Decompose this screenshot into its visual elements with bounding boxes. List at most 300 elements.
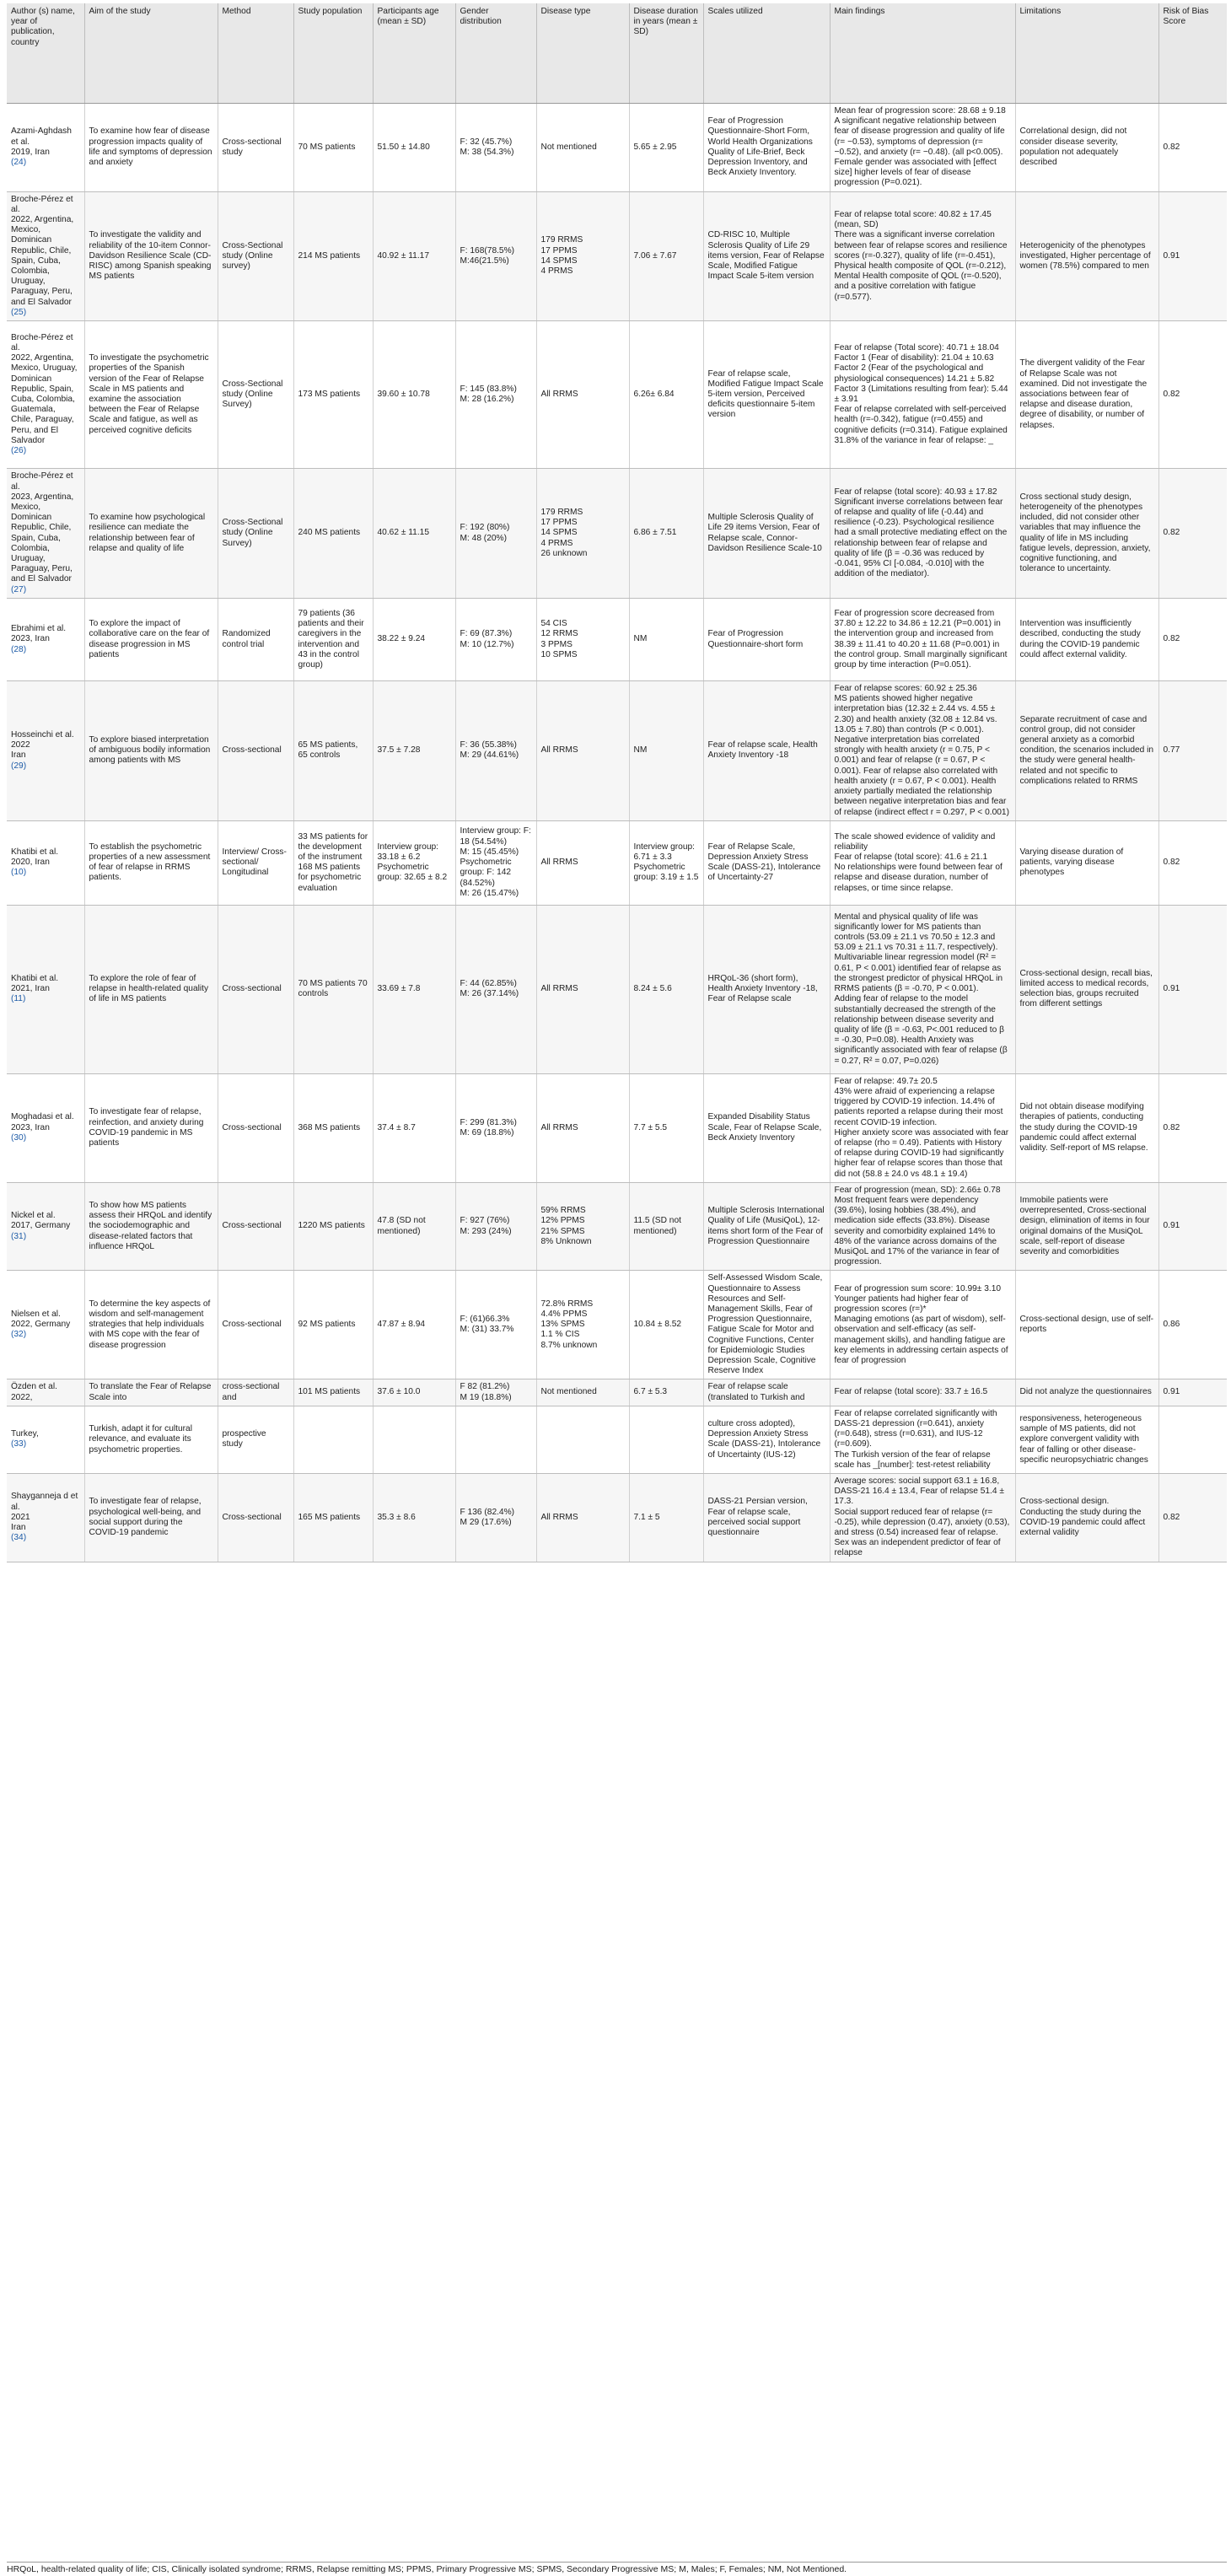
finding-line: No relationships were found between fear of relapse and disease duration, number of relapses, or time since relapse.: [834, 863, 1003, 893]
finding-line: Fear of relapse total score: 40.82 ± 17.45 (mean, SD): [834, 209, 992, 230]
cell-duration: 6.26± 6.84: [629, 321, 703, 469]
author-line: Broche-Pérez et al.: [11, 471, 73, 492]
reference-link[interactable]: (32): [11, 1330, 27, 1340]
disease-line: 14 SPMS: [540, 528, 578, 538]
cell-method: Cross-Sectional study (Online survey): [218, 191, 293, 320]
cell-scales: Fear of relapse scale (translated to Turkish and: [703, 1379, 830, 1406]
cell-author: [7, 469, 84, 599]
cell-findings: [830, 1474, 1015, 1562]
cell-population: 173 MS patients: [293, 321, 373, 469]
cell-disease-type: [536, 681, 629, 821]
cell-age: 40.92 ± 11.17: [373, 191, 455, 320]
cell-method: Cross-sectional: [218, 1271, 293, 1379]
gender-line: F: 145 (83.8%): [460, 384, 517, 394]
cell-method: Randomized control trial: [218, 599, 293, 681]
table-footnote: HRQoL, health-related quality of life; CIS, Clinically isolated syndrome; RRMS, Relapse remitting MS; PPMS, Primary Progressive MS; SPMS, Secondary Progressive MS; M, Males; F, Females; NM, Not Mentioned.: [7, 2562, 1227, 2574]
disease-line: 4.4% PPMS: [540, 1310, 588, 1320]
author-line: 2022,: [11, 1392, 33, 1402]
finding-line: The scale showed evidence of validity and reliability: [834, 831, 996, 852]
cell-aim: To investigate fear of relapse, psychological well-being, and social support during the COVID-19 pandemic: [84, 1474, 218, 1562]
finding-line: Fear of relapse scores: 60.92 ± 25.36: [834, 684, 977, 694]
cell-duration: 11.5 (SD not mentioned): [629, 1182, 703, 1271]
cell-population: 65 MS patients, 65 controls: [293, 681, 373, 821]
disease-line: 179 RRMS: [540, 508, 583, 518]
cell-limitations: Correlational design, did not consider disease severity, population not adequately described: [1015, 104, 1158, 192]
cell-gender: [455, 191, 536, 320]
header-bias-score: Risk of Bias Score: [1158, 3, 1227, 104]
finding-line: Fear of progression (mean, SD): 2.66± 0.78: [834, 1185, 1001, 1195]
cell-limitations: Did not analyze the questionnaires: [1015, 1379, 1158, 1406]
cell-scales: Multiple Sclerosis Quality of Life 29 items Version, Fear of Relapse scale, Connor-Davidson Resilience Scale-10: [703, 469, 830, 599]
cell-bias-score: 0.86: [1158, 1271, 1227, 1379]
cell-scales: culture cross adopted), Depression Anxiety Stress Scale (DASS-21), Intolerance of Uncertainty (IUS-12): [703, 1406, 830, 1473]
evidence-table: [7, 3, 1227, 1562]
cell-gender: [455, 820, 536, 905]
finding-line: Social support reduced fear of relapse (r= -0.25), while depression (0.47), anxiety (0.53), and stress (0.54) increased fear of relapse.: [834, 1507, 1010, 1538]
cell-findings: [830, 1182, 1015, 1271]
reference-link[interactable]: (10): [11, 868, 27, 878]
cell-disease-type: [536, 1379, 629, 1406]
header-age: Participants age (mean ± SD): [373, 3, 455, 104]
cell-duration: NM: [629, 599, 703, 681]
finding-line: 43% were afraid of experiencing a relapse triggered by COVID-19 infection. 14.4% of patients reported a relapse during their most recent COVID-19 infection.: [834, 1086, 1003, 1127]
disease-line: 8.7% unknown: [540, 1340, 598, 1350]
disease-line: 1.1 % CIS: [540, 1330, 580, 1340]
cell-author: [7, 104, 84, 192]
cell-scales: Fear of Relapse Scale, Depression Anxiety Stress Scale (DASS-21), Intolerance of Uncertainty-27: [703, 820, 830, 905]
gender-line: M: 15 (45.45%): [460, 847, 519, 857]
cell-findings: [830, 1271, 1015, 1379]
cell-gender: [455, 1379, 536, 1406]
cell-method: Cross-sectional: [218, 905, 293, 1073]
author-line: Turkey,: [11, 1429, 39, 1439]
cell-author: [7, 599, 84, 681]
author-line: 2022, Argentina, Mexico, Uruguay, Dominican Republic, Spain, Cuba, Colombia, Guatemala, Chile, Paraguay, Peru, and El Salvador: [11, 353, 78, 445]
cell-disease-type: [536, 905, 629, 1073]
reference-link[interactable]: (31): [11, 1231, 27, 1241]
disease-line: 21% SPMS: [540, 1226, 585, 1236]
cell-disease-type: [536, 1406, 629, 1473]
cell-aim: To explore the impact of collaborative care on the fear of disease progression in MS patients: [84, 599, 218, 681]
table-row: [7, 1406, 1227, 1473]
cell-age: 47.8 (SD not mentioned): [373, 1182, 455, 1271]
cell-bias-score: 0.82: [1158, 469, 1227, 599]
finding-line: Most frequent fears were dependency (39.6%), losing hobbies (38.4%), and medication side effects (33.8%). Disease severity and comorbidity explained 14% to 48% of the variance across domains of the MusiQoL and 17% of the variance in fear of progression.: [834, 1195, 1000, 1267]
cell-bias-score: 0.82: [1158, 1073, 1227, 1182]
disease-line: 179 RRMS: [540, 235, 583, 245]
cell-method: Cross-sectional: [218, 1182, 293, 1271]
disease-line: All RRMS: [540, 1122, 578, 1132]
cell-author: [7, 191, 84, 320]
cell-author: [7, 1182, 84, 1271]
table-row: [7, 820, 1227, 905]
finding-line: Mental and physical quality of life was significantly lower for MS patients than controls (53.09 ± 21.1 vs 70.50 ± 12.3 and 53.09 ± 21.1 vs 70.31 ± 11.7, respectively).: [834, 912, 998, 953]
cell-age: Interview group: 33.18 ± 6.2 Psychometric group: 32.65 ± 8.2: [373, 820, 455, 905]
author-line: Iran: [11, 1522, 26, 1532]
header-scales: Scales utilized: [703, 3, 830, 104]
gender-line: M: 26 (37.14%): [460, 989, 519, 999]
gender-line: M: 38 (54.3%): [460, 147, 514, 157]
cell-limitations: Heterogenicity of the phenotypes investigated, Higher percentage of women (78.5%) compared to men: [1015, 191, 1158, 320]
finding-line: Negative interpretation bias correlated strongly with health anxiety (r = 0.75, P < 0.001) and fear of relapse (r = 0.67, P < 0.001). Fear of relapse also correlated with health anxiety (r = 0.67, P < 0.001). Health anxiety partially mediated the relationship between negative interpretation bias and fear of relapse (indirect effect r = 0.297, P < 0.001): [834, 735, 1009, 817]
finding-line: Managing emotions (as part of wisdom), self-observation and self-efficacy (as self-management skills), and handling fatigue are key elements in addressing certain aspects of fear of progression: [834, 1315, 1008, 1365]
disease-line: 17 PPMS: [540, 245, 578, 255]
reference-link[interactable]: (30): [11, 1132, 27, 1143]
header-aim: Aim of the study: [84, 3, 218, 104]
table-header: [7, 3, 1227, 104]
cell-population: 214 MS patients: [293, 191, 373, 320]
gender-line: M: 28 (16.2%): [460, 395, 514, 405]
header-limitations: Limitations: [1015, 3, 1158, 104]
author-line: Nielsen et al.: [11, 1310, 61, 1320]
cell-aim: To show how MS patients assess their HRQoL and identify the sociodemographic and disease-related factors that influence HRQoL: [84, 1182, 218, 1271]
cell-method: prospective study: [218, 1406, 293, 1473]
cell-bias-score: 0.91: [1158, 1379, 1227, 1406]
disease-line: All RRMS: [540, 984, 578, 994]
cell-disease-type: [536, 469, 629, 599]
gender-line: F: 44 (62.85%): [460, 979, 517, 988]
author-line: 2019, Iran: [11, 147, 50, 157]
cell-duration: 7.7 ± 5.5: [629, 1073, 703, 1182]
cell-author: [7, 321, 84, 469]
cell-findings: [830, 104, 1015, 192]
gender-line: M 19 (18.8%): [460, 1392, 512, 1402]
cell-aim: To examine how fear of disease progression impacts quality of life and symptoms of depression and anxiety: [84, 104, 218, 192]
author-line: Ebrahimi et al.: [11, 624, 67, 634]
disease-line: 54 CIS: [540, 619, 567, 629]
reference-link[interactable]: (27): [11, 584, 27, 594]
cell-bias-score: 0.82: [1158, 1474, 1227, 1562]
author-line: 2020, Iran: [11, 858, 50, 868]
author-line: Khatibi et al.: [11, 973, 59, 983]
finding-line: Sex was an independent predictor of fear of relapse: [834, 1538, 1001, 1558]
author-line: Azami-Aghdash et al.: [11, 126, 72, 147]
cell-author: [7, 905, 84, 1073]
gender-line: M 29 (17.6%): [460, 1517, 512, 1527]
disease-line: All RRMS: [540, 389, 578, 399]
cell-method: Interview/ Cross-sectional/ Longitudinal: [218, 820, 293, 905]
finding-line: A significant negative relationship between fear of disease progression and quality of life (r= −0.53), symptoms of depression (r= −0.52), and anxiety (r= −0.48). (all p<0.005). Female gender was associated with [effect size] higher levels of fear of disease progression (P=0.021).: [834, 116, 1005, 188]
cell-scales: Expanded Disability Status Scale, Fear of Relapse Scale, Beck Anxiety Inventory: [703, 1073, 830, 1182]
cell-disease-type: [536, 1474, 629, 1562]
cell-findings: [830, 599, 1015, 681]
cell-scales: Fear of relapse scale, Health Anxiety Inventory -18: [703, 681, 830, 821]
header-duration: Disease duration in years (mean ± SD): [629, 3, 703, 104]
finding-line: Fear of relapse: 49.7± 20.5: [834, 1076, 938, 1086]
reference-link[interactable]: (28): [11, 644, 27, 654]
cell-author: [7, 1073, 84, 1182]
cell-findings: [830, 1406, 1015, 1473]
table-row: [7, 321, 1227, 469]
gender-line: M: 293 (24%): [460, 1226, 512, 1236]
author-line: 2022, Germany: [11, 1320, 71, 1330]
gender-line: M: 29 (44.61%): [460, 750, 519, 761]
cell-author: [7, 681, 84, 821]
cell-aim: Turkish, adapt it for cultural relevance, and evaluate its psychometric properties.: [84, 1406, 218, 1473]
table-row: [7, 905, 1227, 1073]
finding-line: Fear of relapse (total score): 40.93 ± 17.82: [834, 487, 997, 497]
gender-line: M: 26 (15.47%): [460, 888, 519, 898]
disease-line: All RRMS: [540, 858, 578, 868]
header-gender: Gender distribution: [455, 3, 536, 104]
header-author: Author (s) name, year of publication, country: [7, 3, 84, 104]
finding-line: Factor 3 (Limitations resulting from fear): 5.44 ± 3.91: [834, 384, 1008, 405]
disease-line: 14 SPMS: [540, 255, 578, 266]
author-line: Hosseinchi et al.: [11, 729, 74, 739]
cell-findings: [830, 1073, 1015, 1182]
author-line: 2017, Germany: [11, 1221, 71, 1231]
cell-age: 39.60 ± 10.78: [373, 321, 455, 469]
finding-line: Fear of progression sum score: 10.99± 3.10: [834, 1283, 1002, 1293]
author-line: 2023, Iran: [11, 1122, 50, 1132]
cell-population: 240 MS patients: [293, 469, 373, 599]
cell-author: [7, 1379, 84, 1406]
disease-line: Not mentioned: [540, 1387, 597, 1397]
cell-findings: [830, 1379, 1015, 1406]
cell-disease-type: [536, 1073, 629, 1182]
finding-line: Fear of relapse (total score): 33.7 ± 16.5: [834, 1387, 988, 1397]
reference-link[interactable]: (29): [11, 761, 27, 771]
cell-disease-type: [536, 1182, 629, 1271]
cell-scales: Fear of Progression Questionnaire-Short Form, World Health Organizations Quality of Life-Brief, Beck Depression Inventory, and Beck Anxiety Inventory.: [703, 104, 830, 192]
reference-link[interactable]: (25): [11, 307, 27, 317]
cell-age: 37.6 ± 10.0: [373, 1379, 455, 1406]
cell-limitations: Cross-sectional design, use of self-reports: [1015, 1271, 1158, 1379]
finding-line: Fear of relapse (Total score): 40.71 ± 18.04: [834, 343, 999, 353]
finding-line: Multivariable linear regression model (R² = 0.61, P < 0.001) identified fear of relapse as the strongest predictor of physical HRQoL in RRMS patients (β = -0.70, P < 0.001).: [834, 953, 1003, 994]
gender-line: M: 48 (20%): [460, 533, 507, 543]
table-row: [7, 1271, 1227, 1379]
table-row: [7, 1182, 1227, 1271]
cell-method: Cross-sectional: [218, 1474, 293, 1562]
author-line: 2021: [11, 1512, 30, 1522]
cell-method: Cross-Sectional study (Online Survey): [218, 321, 293, 469]
cell-gender: [455, 1474, 536, 1562]
cell-population: 33 MS patients for the development of the instrument 168 MS patients for psychometric evaluation: [293, 820, 373, 905]
table-row: [7, 469, 1227, 599]
cell-author: [7, 820, 84, 905]
gender-line: F: 36 (55.38%): [460, 740, 517, 750]
disease-line: 12 RRMS: [540, 629, 578, 639]
cell-age: 35.3 ± 8.6: [373, 1474, 455, 1562]
finding-line: MS patients showed higher negative interpretation bias (12.32 ± 2.44 vs. 4.55 ± 2.30) and health anxiety (32.08 ± 12.84 vs. 13.05 ± 7.80) than controls (P < 0.001).: [834, 694, 997, 734]
cell-scales: DASS-21 Persian version, Fear of relapse scale, perceived social support questionnaire: [703, 1474, 830, 1562]
table-row: [7, 1073, 1227, 1182]
author-line: Broche-Pérez et al.: [11, 194, 73, 214]
cell-duration: 5.65 ± 2.95: [629, 104, 703, 192]
gender-line: F: 927 (76%): [460, 1216, 510, 1226]
gender-line: F: 299 (81.3%): [460, 1117, 517, 1127]
gender-line: F 136 (82.4%): [460, 1507, 515, 1517]
finding-line: Fear of relapse correlated significantly with DASS-21 depression (r=0.641), anxiety (r=0.648), stress (r=0.631), and IUS-12 (r=0.609).: [834, 1408, 997, 1449]
cell-population: 79 patients (36 patients and their caregivers in the intervention and 43 in the control group): [293, 599, 373, 681]
author-line: Broche-Pérez et al.: [11, 332, 73, 353]
gender-line: F: 32 (45.7%): [460, 137, 513, 147]
cell-aim: To explore biased interpretation of ambiguous bodily information among patients with MS: [84, 681, 218, 821]
cell-bias-score: 0.82: [1158, 820, 1227, 905]
cell-scales: CD-RISC 10, Multiple Sclerosis Quality of Life 29 items version, Fear of Relapse Scale, Modified Fatigue Impact Scale 5-item version: [703, 191, 830, 320]
cell-duration: 10.84 ± 8.52: [629, 1271, 703, 1379]
disease-line: 3 PPMS: [540, 639, 572, 649]
cell-population: 92 MS patients: [293, 1271, 373, 1379]
finding-line: Adding fear of relapse to the model substantially decreased the strength of the relationship between disease severity and quality of life (β = -0.63, P<.001 reduced to β = -0.30, P=0.08). Health Anxiety was significantly associated with fear of relapse (β = 0.27, R² = 0.07, P=0.026): [834, 994, 1008, 1066]
cell-author: [7, 1406, 84, 1473]
cell-aim: To translate the Fear of Relapse Scale into: [84, 1379, 218, 1406]
cell-method: cross-sectional and: [218, 1379, 293, 1406]
finding-line: The Turkish version of the fear of relapse scale has _[number]: test-retest reliability: [834, 1449, 991, 1470]
cell-findings: [830, 905, 1015, 1073]
cell-gender: [455, 1406, 536, 1473]
cell-method: Cross-sectional study: [218, 104, 293, 192]
cell-findings: [830, 321, 1015, 469]
gender-line: M:46(21.5%): [460, 255, 509, 266]
gender-line: F: 192 (80%): [460, 523, 510, 533]
disease-line: 13% SPMS: [540, 1320, 585, 1330]
cell-disease-type: [536, 191, 629, 320]
cell-gender: [455, 905, 536, 1073]
header-method: Method: [218, 3, 293, 104]
cell-limitations: Did not obtain disease modifying therapies of patients, conducting the study during the COVID-19 pandemic could affect external validity. Self-report of MS relapse.: [1015, 1073, 1158, 1182]
cell-age: [373, 1406, 455, 1473]
cell-findings: [830, 681, 1015, 821]
table-row: [7, 1474, 1227, 1562]
cell-scales: Multiple Sclerosis International Quality of Life (MusiQoL), 12-items short form of the Fear of Progression Questionnaire: [703, 1182, 830, 1271]
disease-line: 17 PPMS: [540, 518, 578, 528]
cell-aim: To investigate the psychometric properties of the Spanish version of the Fear of Relapse Scale in MS patients and examine the association between the Fear of Relapse Scale and fatigue, as well as perceived cognitive deficits: [84, 321, 218, 469]
disease-line: 8% Unknown: [540, 1236, 592, 1246]
cell-author: [7, 1271, 84, 1379]
finding-line: Younger patients had higher fear of progression scores (r=)*: [834, 1293, 969, 1314]
finding-line: Significant inverse correlations between fear of relapse and quality of life (-0.44) and resilience (-0.23). Psychological resilience had a small protective mediating effect on the relationship between fear of relapse and quality of life (β = -0.36 was reduced by -0.041, 95% CI [-0.084, -0.010] with the addition of the mediator).: [834, 497, 1008, 579]
author-line: 2023, Argentina, Mexico, Dominican Republic, Chile, Spain, Cuba, Colombia, Uruguay, Paraguay, Peru, and El Salvador: [11, 492, 74, 584]
cell-method: Cross-sectional: [218, 1073, 293, 1182]
reference-link[interactable]: (11): [11, 994, 26, 1004]
cell-population: 70 MS patients: [293, 104, 373, 192]
gender-line: F 82 (81.2%): [460, 1382, 510, 1392]
cell-aim: To explore the role of fear of relapse in health-related quality of life in MS patients: [84, 905, 218, 1073]
cell-bias-score: 0.82: [1158, 104, 1227, 192]
cell-duration: [629, 1406, 703, 1473]
disease-line: 10 SPMS: [540, 649, 578, 659]
cell-scales: Self-Assessed Wisdom Scale, Questionnaire to Assess Resources and Self-Management Skills, Fear of Progression Questionnaire, Fatigue Scale for Motor and Cognitive Functions, Center for Epidemiologic Studies Depression Scale, Cognitive Reserve Index: [703, 1271, 830, 1379]
cell-age: 40.62 ± 11.15: [373, 469, 455, 599]
finding-line: Mean fear of progression score: 28.68 ± 9.18: [834, 106, 1006, 116]
cell-aim: To establish the psychometric properties of a new assessment of fear of relapse in RRMS patients.: [84, 820, 218, 905]
disease-line: 72.8% RRMS: [540, 1299, 594, 1309]
author-line: Iran: [11, 750, 26, 761]
cell-duration: 7.06 ± 7.67: [629, 191, 703, 320]
disease-line: 4 PRMS: [540, 538, 573, 548]
cell-findings: [830, 469, 1015, 599]
cell-scales: Fear of Progression Questionnaire-short form: [703, 599, 830, 681]
cell-bias-score: 0.77: [1158, 681, 1227, 821]
cell-age: 47.87 ± 8.94: [373, 1271, 455, 1379]
cell-disease-type: [536, 599, 629, 681]
cell-limitations: responsiveness, heterogeneous sample of MS patients, did not explore convergent validity with fear of falling or other disease-specific neuropsychiatric changes: [1015, 1406, 1158, 1473]
cell-limitations: Separate recruitment of case and control group, did not consider general anxiety as a comorbid condition, the scenarios included in the study were general health-related and not specific to complications related to RRMS: [1015, 681, 1158, 821]
cell-limitations: Varying disease duration of patients, varying disease phenotypes: [1015, 820, 1158, 905]
cell-author: [7, 1474, 84, 1562]
cell-limitations: The divergent validity of the Fear of Relapse Scale was not examined. Did not investigate the associations between fear of relapse and disease duration, degree of disability, or number of relapses.: [1015, 321, 1158, 469]
author-line: Nickel et al.: [11, 1211, 56, 1221]
table-body: [7, 104, 1227, 1562]
disease-line: Not mentioned: [540, 142, 597, 152]
finding-line: Fear of relapse correlated with self-perceived health (r=-0.342), fatigue (r=0.455) and cognitive deficits (r=0.314). Fatigue explained 31.8% of the variance in fear of relapse: _: [834, 405, 1008, 445]
header-findings: Main findings: [830, 3, 1015, 104]
header-disease-type: Disease type: [536, 3, 629, 104]
cell-limitations: Cross-sectional design, recall bias, limited access to medical records, selection bias, groups recruited from different settings: [1015, 905, 1158, 1073]
cell-population: 101 MS patients: [293, 1379, 373, 1406]
cell-bias-score: 0.91: [1158, 905, 1227, 1073]
reference-link[interactable]: (24): [11, 158, 27, 168]
finding-line: Fear of relapse (total score): 41.6 ± 21.1: [834, 852, 988, 862]
cell-gender: [455, 1182, 536, 1271]
gender-line: Interview group: F: 18 (54.54%): [460, 826, 531, 847]
disease-line: 59% RRMS: [540, 1206, 586, 1216]
author-line: Moghadasi et al.: [11, 1112, 74, 1122]
author-line: Özden et al.: [11, 1382, 57, 1392]
finding-line: Factor 1 (Fear of disability): 21.04 ± 10.63: [834, 353, 994, 363]
cell-bias-score: [1158, 1406, 1227, 1473]
cell-population: 368 MS patients: [293, 1073, 373, 1182]
cell-bias-score: 0.82: [1158, 321, 1227, 469]
cell-duration: 7.1 ± 5: [629, 1474, 703, 1562]
cell-duration: Interview group: 6.71 ± 3.3 Psychometric group: 3.19 ± 1.5: [629, 820, 703, 905]
gender-line: F: (61)66.3%: [460, 1315, 510, 1325]
author-line: 2022, Argentina, Mexico, Dominican Republic, Chile, Spain, Cuba, Colombia, Uruguay, Paraguay, Peru, and El Salvador: [11, 215, 74, 307]
cell-bias-score: 0.82: [1158, 599, 1227, 681]
gender-line: F: 69 (87.3%): [460, 629, 513, 639]
cell-findings: [830, 820, 1015, 905]
cell-gender: [455, 321, 536, 469]
cell-scales: Fear of relapse scale, Modified Fatigue Impact Scale 5-item version, Perceived deficits questionnaire 5-item version: [703, 321, 830, 469]
finding-line: Higher anxiety score was associated with fear of relapse (rho = 0.49). Patients with History of relapse during COVID-19 had significantly higher fear of relapse scores than those that did not (58.8 ± 24.0 vs 48.1 ± 19.4): [834, 1127, 1009, 1179]
cell-findings: [830, 191, 1015, 320]
table-row: [7, 1379, 1227, 1406]
reference-link[interactable]: (33): [11, 1439, 27, 1449]
cell-limitations: Cross sectional study design, heterogeneity of the phenotypes included, did not consider other variables that may influence the quality of life in MS including fatigue levels, depression, anxiety, cognitive functioning, and tolerance to uncertainty.: [1015, 469, 1158, 599]
disease-line: 26 unknown: [540, 548, 588, 558]
gender-line: M: (31) 33.7%: [460, 1325, 514, 1335]
cell-aim: To examine how psychological resilience can mediate the relationship between fear of relapse and quality of life: [84, 469, 218, 599]
cell-duration: NM: [629, 681, 703, 821]
cell-gender: [455, 599, 536, 681]
cell-limitations: Cross-sectional design. Conducting the study during the COVID-19 pandemic could affect external validity: [1015, 1474, 1158, 1562]
cell-age: 38.22 ± 9.24: [373, 599, 455, 681]
reference-link[interactable]: (34): [11, 1533, 27, 1543]
cell-disease-type: [536, 820, 629, 905]
cell-gender: [455, 1271, 536, 1379]
gender-line: Psychometric group: F: 142 (84.52%): [460, 858, 512, 888]
cell-age: 33.69 ± 7.8: [373, 905, 455, 1073]
gender-line: M: 69 (18.8%): [460, 1127, 514, 1137]
header-population: Study population: [293, 3, 373, 104]
cell-population: 1220 MS patients: [293, 1182, 373, 1271]
cell-limitations: Immobile patients were overrepresented, Cross-sectional design, elimination of items in four original domains of the MusiQoL scale, self-report of disease severity and comorbidities: [1015, 1182, 1158, 1271]
finding-line: Fear of progression score decreased from 37.80 ± 12.22 to 34.86 ± 12.21 (P=0.001) in the intervention group and increased from 38.39 ± 11.41 to 40.20 ± 11.68 (P=0.001) in the control group. Small marginally significant group by time interaction (P=0.051).: [834, 608, 1008, 670]
disease-line: All RRMS: [540, 745, 578, 756]
cell-gender: [455, 1073, 536, 1182]
disease-line: 4 PRMS: [540, 266, 573, 277]
author-line: 2021, Iran: [11, 984, 50, 994]
finding-line: Average scores: social support 63.1 ± 16.8, DASS-21 16.4 ± 13.4, Fear of relapse 51.4 ± 17.3.: [834, 1476, 1004, 1507]
table-row: [7, 104, 1227, 192]
cell-duration: 6.7 ± 5.3: [629, 1379, 703, 1406]
reference-link[interactable]: (26): [11, 446, 27, 456]
table-row: [7, 681, 1227, 821]
cell-bias-score: 0.91: [1158, 1182, 1227, 1271]
cell-method: Cross-sectional: [218, 681, 293, 821]
